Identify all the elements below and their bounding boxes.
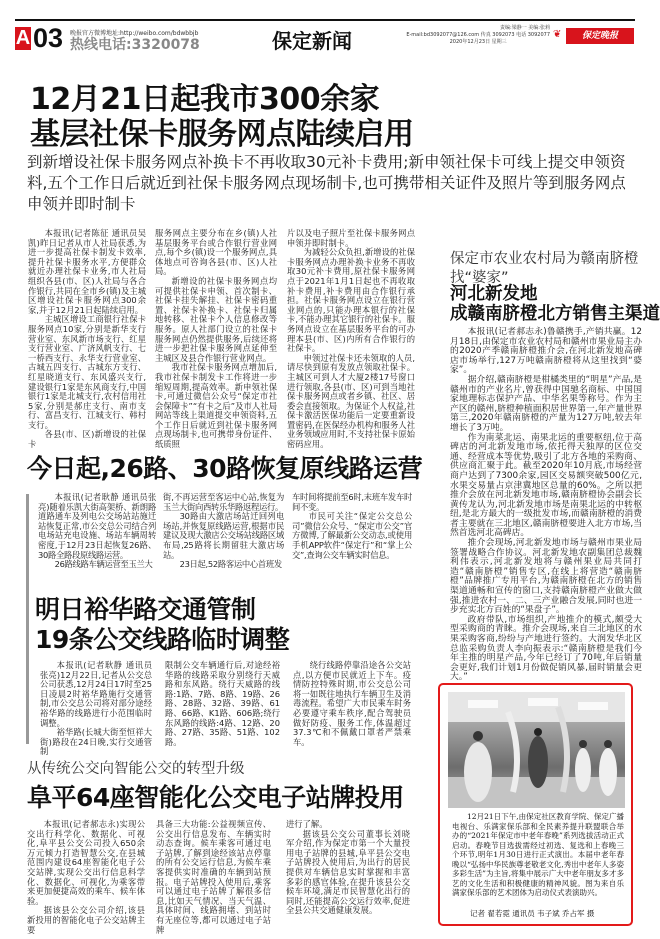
photo-credit: 记者 翟若霓 通讯员 韦子斌 乔占军 摄 <box>470 909 595 918</box>
headline-line1: 12月21日起我市300余家 <box>30 82 380 117</box>
article1-col2: 服务网点主要分布在乡(镇)人社基层服务平台或合作银行营业网点,每个乡(镇)设一个服务网点,具体地点可咨询各县(市、区)人社局。 新增设的社保卡服务网点均可提供社保卡申领、首次制卡、社保卡挂失解挂、社保卡密码重置、社保卡补换卡、社保卡归属地转移、社保卡个人信息修改等服务。原人社部门设立的社保卡服务网点仍然提供服务,后续还将进一步把社保卡服务网点延伸至主城区及县合作银行营业网点。 我市社保卡服务网点增加后,我市社保卡制发卡工作将进一步缩短周期,提高效率。新申领社保卡,可通过微信公众号“保定市社会保障卡”“有卡之后”及市人社局网站等线上渠道提交申领资料,五个工作日后就近到社保卡服务网点现场制卡,也可携带身份证件、纸质照 <box>155 228 277 450</box>
article3-col3: 绕行线路停靠沿途各公交站点,以方便市民就近上下车。疫情防控特殊时期,市公交总公司将一如既往地执行车辆卫生及消毒流程。希望广大市民乘车时务必要遵守乘车秩序,配合驾驶员做好防疫、服务工作,体温超过37.3℃和不佩戴口罩者严禁乘车。 <box>293 660 411 747</box>
article4-kicker: 从传统公交向智能公交的转型升级 <box>27 761 245 777</box>
issue-date: 2020年12月23日 星期三 <box>449 39 507 45</box>
article4-headline: 阜平64座智能化公交电子站牌投用 <box>27 783 404 812</box>
flame-icon: ❦ <box>553 29 562 40</box>
article4-col3: 进行了解。 据该县公交公司董事长刘晓军介绍,作为保定市第一个大量投用电子站牌的县城,阜平县公交电子站牌投入使用后,为出行的居民提供对车辆信息实时掌握和丰富多彩的感官体验,在提升该县公交候车环境,满足市民智慧化出行的同时,还能提高公交运行效率,促进全县公共交通健康发展。 <box>286 819 410 916</box>
side-bar <box>26 494 29 744</box>
right-headline-line2: 成赣南脐橙北方销售主渠道 <box>450 304 660 324</box>
article1-col3: 片以及电子照片至社保卡服务网点申领并即时制卡。 为减轻公众负担,新增设的社保卡服务网点办理补换卡业务不再收取30元补卡费用,原社保卡服务网点于2021年1月1日起也不再收取补卡费用,补卡费用由合作银行承担。社保卡服务网点设立在银行营业网点的,只能办理本银行的社保卡,不能办理其它银行的社保卡。服务网点设立在基层服务平台的可办理本县(市、区)内所有合作银行的社保卡。 申领过社保卡还未领取的人员,请尽快到原有发放点领取社保卡。主城区可到人才大厦2楼17号窗口进行领取,各县(市、区)可到当地社保卡服务网点或者乡镇、社区、居委会直接领取。为保证个人权益,社保卡激活医保功能后一定要重新设置密码,在医保经办机构和服务人社业务领域应用时,不支持社保卡原始密码应用。 <box>287 228 415 450</box>
article3-col1: 本报讯(记者耿静 通讯员张亮)12月22日,记者从公交总公司获悉,12月24日17时至25日凌晨2时裕华路施行交通管制,市公交总公司将对部分途经裕华路的线路进行小范围临时调整。 裕华路(长城大街至恒祥大街)路段在24日晚,实行交通管制 <box>40 660 152 757</box>
section-title: 保定新闻 <box>272 29 352 53</box>
article2-col1: 本报讯(记者耿静 通讯员张亮)随着乐凯大街高架桥、新朗路道路通车及列电公交场站站施迁站恢复正常,市公交总公司结合列电场站充电设施、场站车辆周转密度,于12月23日起恢复26路、30路全路段原线路运营。 26路线路车辆运营至玉兰大 <box>38 492 156 570</box>
editors: 责编:梁静一 美编:张莉 <box>500 25 550 31</box>
article1-col1: 本报讯(记者陈征 通讯员吴凯)昨日记者从市人社局获悉,为进一步提高社保卡制发卡效率,提升社保卡服务水平,方便群众就近办理社保卡业务,市人社局组织各县(市、区)人社局与各合作银行,共同在全市乡(镇)及主城区增设社保卡服务网点300余家,并于12月21日起陆续启用。 主城区增设工商银行社保卡服务网点10家,分别是新华支行营业室、东风新市场支行、红星支行营业室、广济风帆支行、七一桥西支行、永华支行营业室、古城五四支行、古城东方支行、红星晓道支行、东风盛兴支行,建设银行1家是东风商支行,中国银行1家是北城支行,农村信用社5家,分别是郝庄支行、南市支行、富昌支行、江城支行、韩村支行。 各县(市、区)新增设的社保卡 <box>28 228 146 450</box>
article4-col2: 具备三大功能:公益视频宣传、公交出行信息发布、车辆实时动态查询。候车乘客可通过电子站牌,了解到途经该站点停靠的所有公交运行信息,为候车乘客提供实时准确的车辆到站预报。电子站牌投入使用后,乘客可以通过电子站牌了解很多信息,比如天气情况、当天气温、具体时间、线路拥堵、到站时有无座位等,都可以通过电子站牌 <box>156 819 271 935</box>
photo-caption: 12月21日下午,由保定社区教育学院、保定广播电视台、乐满家保乐部和全民素养提升联盟联合举办的“2021年保定市中老年春晚”系列选拔活动正式启动。春晚节目选拔需经过初选、复选和上春晚三个环节,明年1月30日进行正式演出。本届中老年春晚以“弘扬中华民族尊老敬老文化,秀出中老年人多姿多彩生活”为主旨,将集中展示广大中老年朋友多才多艺的文化生活和积极健康的精神风貌。图为来自乐满家保乐部的艺术团体为启动仪式表演助兴。 <box>452 812 624 897</box>
article2-col2-last-line: 23日起,52路客运中心首班发 <box>179 559 282 570</box>
article2-col2: 街,不再运营至客运中心站,恢复为玉兰大街向西转乐华路返程运行。 30路由大激店场站迁回列电场站,并恢复原线路运营,根据市民建议及现大激店公交场站线路区域布局,25路将长期留驻大激店场站。 23日起,52路客运中心首班发 <box>163 492 284 570</box>
article2-col1-last-line: 26路线路车辆运营至玉兰大 <box>54 559 153 570</box>
photo-illustration <box>448 692 625 808</box>
hotline: 热线电话:3320078 <box>70 37 200 53</box>
article3-headline-line1: 明日裕华路交通管制 <box>35 595 256 624</box>
top-rule <box>15 19 635 21</box>
right-article-body: 本报讯(记者郝志永)鲁赣携手,产销共赢。12月18日,由保定市农业农村局和赣州市果业局主办的2020产季赣南脐橙推介会,在河北新发地高碑店市场举行,127万吨赣南脐橙将从这里找到“婆家”。 据介绍,赣南脐橙是柑橘类里的“明星”产品,是赣州市的产业名片,曾获得中国驰名商标、中国国家地理标志保护产品、中华名果等称号。作为主产区的赣州,脐橙种植面积居世界第一,年产量世界第三,2020年赣南脐橙的产量为127万吨,较去年增长了3万吨。 作为南菜北运、南果北运的重要枢纽,位于高碑店的河北新发地市场,依托得天独厚的区位交通、经营成本等优势,吸引了北方各地的采购商、供应商汇聚于此。截至2020年10月底,市场经营商户达到了7300余家,园区交易额突破500亿元,水果交易量占京津冀地区总量的60%。之所以把推介会放在河北新发地市场,赣南脐橙协会副会长黄传龙认为,河北新发地市场是南果北运的中转枢纽,是北方最大的一级批发市场,而赣南脐橙的消费者主要就在三北地区,赣南脐橙要进入北方市场,当然首选河北高碑店。 推介会现场,河北新发地市场与赣州市果业局签署战略合作协议。河北新发地农副集团总裁魏利伟表示,河北新发地将与赣州果业局共同打造“赣南脐橙”销售专区,在线上将营造“赣南脐橙”品牌推广专用平台,为赣南脐橙在北方的销售渠道通畅和宣传的窗口,支持赣南脐橙产业做大做强,推进农村一、二、三产业融合发展,同时也进一步充实北方百姓的“果盘子”。 政府带队,市场组织,产地推介的模式,颇受大型采购商的青睐。推介会现场,来自三北地区的水果采购客商,纷纷与产地进行签约。大润发华北区总监采购负责人李向振表示:“赣南脐橙是我们今年主推的明星产品,今年已经订了70吨,年后销量会更好,我们计划1月份做促销风暴,届时销量会更大。” <box>450 327 642 683</box>
page-number: 03 <box>33 23 64 53</box>
article2-headline: 今日起,26路、30路恢复原线路运营 <box>27 454 423 483</box>
page-letter: A <box>15 27 31 49</box>
right-headline-line1: 河北新发地 <box>450 284 538 304</box>
article4-col1: 本报讯(记者郝志永)实现公交出行科学化、数据化、可视化,阜平县公交公司投入650余万元倾力打造智慧公交,在县城范围内建设64座智能化电子公交站牌,实现公交出行信息科学化、数据化、可视化,为乘客带来更加便捷高效的乘车、候车体验。 据该县公交公司介绍,该县新投用的智能化电子公交站牌主要 <box>27 819 145 935</box>
contact: E-mail:bd3092077@126.com 传真 3092073 电话 3092077 <box>406 32 550 38</box>
weibo-address: 晚报官方微博地址:http://weibo.com/bdwbbjb <box>70 30 199 37</box>
headline-line2: 基层社保卡服务网点陆续启用 <box>30 117 414 152</box>
subheadline: 到新增设社保卡服务网点补换卡不再收取30元补卡费用;新申领社保卡可线上提交申领资料,五个工作日后就近到社保卡服务网点现场制卡,也可携带相关证件及照片等到服务网点申领并即时制卡 <box>27 153 626 213</box>
article3-col2: 限制公交车辆通行后,对途经裕华路的线路采取分别绕行天威路和东风路。绕行天威路的线路:1路、7路、8路、19路、26路、28路、32路、39路、61路、66路、K1路、606路;绕行东风路的线路:4路、12路、20路、27路、35路、51路、102路。 <box>165 660 280 747</box>
masthead-info <box>406 25 550 46</box>
article3-headline-line2: 19条公交线路临时调整 <box>35 625 290 654</box>
dance-performance-photo <box>448 692 625 808</box>
right-kicker: 保定市农业农村局为赣南脐橙找“婆家” <box>450 251 639 286</box>
newspaper-logo: 保定晚报 <box>566 28 634 44</box>
article2-col3: 车时间将提前至6时,末班车发车时间不变。 市民可关注“保定公交总公司”微信公众号、“保定市公交”官方微博,了解最新公交动态,或使用手机APP软件“保定行”和“掌上公交”,查询公交车辆实时信息。 <box>292 492 412 560</box>
